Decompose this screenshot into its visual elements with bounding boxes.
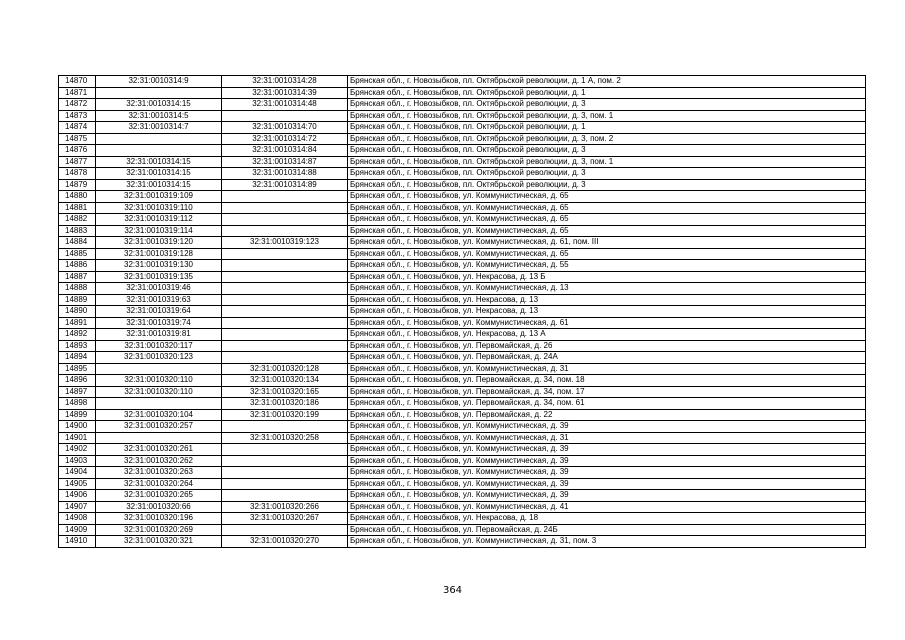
row-number-cell: 14904 bbox=[59, 467, 96, 479]
object-cadastral-number-cell: 32:31:0010320:266 bbox=[222, 501, 348, 513]
object-cadastral-number-cell: 32:31:0010314:39 bbox=[222, 87, 348, 99]
row-number-cell: 14909 bbox=[59, 524, 96, 536]
row-number-cell: 14875 bbox=[59, 133, 96, 145]
address-cell: Брянская обл., г. Новозыбков, ул. Коммунистическая, д. 39 bbox=[348, 421, 866, 433]
row-number-cell: 14908 bbox=[59, 513, 96, 525]
page-number: 364 bbox=[442, 585, 463, 596]
object-cadastral-number-cell bbox=[222, 271, 348, 283]
address-cell: Брянская обл., г. Новозыбков, пл. Октябрьской революции, д. 1 bbox=[348, 87, 866, 99]
object-cadastral-number-cell bbox=[222, 110, 348, 122]
land-plot-cadastral-number-cell bbox=[96, 432, 222, 444]
row-number-cell: 14878 bbox=[59, 168, 96, 180]
object-cadastral-number-cell bbox=[222, 317, 348, 329]
object-cadastral-number-cell: 32:31:0010314:84 bbox=[222, 145, 348, 157]
row-number-cell: 14900 bbox=[59, 421, 96, 433]
row-number-cell: 14876 bbox=[59, 145, 96, 157]
land-plot-cadastral-number-cell: 32:31:0010320:321 bbox=[96, 536, 222, 548]
address-cell: Брянская обл., г. Новозыбков, ул. Коммунистическая, д. 41 bbox=[348, 501, 866, 513]
land-plot-cadastral-number-cell bbox=[96, 87, 222, 99]
land-plot-cadastral-number-cell: 32:31:0010314:15 bbox=[96, 168, 222, 180]
table-body bbox=[59, 76, 866, 548]
table-row bbox=[59, 455, 866, 467]
address-cell: Брянская обл., г. Новозыбков, пл. Октябрьской революции, д. 3 bbox=[348, 179, 866, 191]
land-plot-cadastral-number-cell: 32:31:0010319:130 bbox=[96, 260, 222, 272]
object-cadastral-number-cell: 32:31:0010320:134 bbox=[222, 375, 348, 387]
address-cell: Брянская обл., г. Новозыбков, ул. Первомайская, д. 24А bbox=[348, 352, 866, 364]
row-number-cell: 14903 bbox=[59, 455, 96, 467]
address-cell: Брянская обл., г. Новозыбков, ул. Первомайская, д. 34, пом. 17 bbox=[348, 386, 866, 398]
address-cell: Брянская обл., г. Новозыбков, пл. Октябрьской революции, д. 3 bbox=[348, 99, 866, 111]
land-plot-cadastral-number-cell: 32:31:0010314:15 bbox=[96, 179, 222, 191]
row-number-cell: 14887 bbox=[59, 271, 96, 283]
land-plot-cadastral-number-cell: 32:31:0010319:128 bbox=[96, 248, 222, 260]
row-number-cell: 14871 bbox=[59, 87, 96, 99]
object-cadastral-number-cell: 32:31:0010320:258 bbox=[222, 432, 348, 444]
address-cell: Брянская обл., г. Новозыбков, ул. Коммунистическая, д. 65 bbox=[348, 225, 866, 237]
table-row bbox=[59, 352, 866, 364]
cadastral-records-table bbox=[58, 75, 866, 548]
row-number-cell: 14888 bbox=[59, 283, 96, 295]
row-number-cell: 14884 bbox=[59, 237, 96, 249]
object-cadastral-number-cell bbox=[222, 294, 348, 306]
land-plot-cadastral-number-cell: 32:31:0010320:257 bbox=[96, 421, 222, 433]
table-row bbox=[59, 467, 866, 479]
object-cadastral-number-cell bbox=[222, 329, 348, 341]
row-number-cell: 14894 bbox=[59, 352, 96, 364]
address-cell: Брянская обл., г. Новозыбков, ул. Коммунистическая, д. 39 bbox=[348, 467, 866, 479]
address-cell: Брянская обл., г. Новозыбков, ул. Некрасова, д. 18 bbox=[348, 513, 866, 525]
row-number-cell: 14895 bbox=[59, 363, 96, 375]
land-plot-cadastral-number-cell: 32:31:0010319:114 bbox=[96, 225, 222, 237]
row-number-cell: 14873 bbox=[59, 110, 96, 122]
address-cell: Брянская обл., г. Новозыбков, ул. Некрасова, д. 13 bbox=[348, 306, 866, 318]
land-plot-cadastral-number-cell: 32:31:0010320:110 bbox=[96, 386, 222, 398]
object-cadastral-number-cell bbox=[222, 524, 348, 536]
row-number-cell: 14906 bbox=[59, 490, 96, 502]
address-cell: Брянская обл., г. Новозыбков, пл. Октябрьской революции, д. 3 bbox=[348, 168, 866, 180]
table-row bbox=[59, 421, 866, 433]
address-cell: Брянская обл., г. Новозыбков, ул. Коммунистическая, д. 31, пом. 3 bbox=[348, 536, 866, 548]
table-row bbox=[59, 340, 866, 352]
object-cadastral-number-cell: 32:31:0010314:28 bbox=[222, 76, 348, 88]
object-cadastral-number-cell: 32:31:0010314:88 bbox=[222, 168, 348, 180]
land-plot-cadastral-number-cell: 32:31:0010320:123 bbox=[96, 352, 222, 364]
object-cadastral-number-cell bbox=[222, 340, 348, 352]
address-cell: Брянская обл., г. Новозыбков, ул. Первомайская, д. 26 bbox=[348, 340, 866, 352]
table-row bbox=[59, 283, 866, 295]
object-cadastral-number-cell bbox=[222, 421, 348, 433]
land-plot-cadastral-number-cell bbox=[96, 133, 222, 145]
address-cell: Брянская обл., г. Новозыбков, ул. Коммунистическая, д. 39 bbox=[348, 455, 866, 467]
object-cadastral-number-cell bbox=[222, 260, 348, 272]
object-cadastral-number-cell bbox=[222, 191, 348, 203]
row-number-cell: 14910 bbox=[59, 536, 96, 548]
table-row bbox=[59, 306, 866, 318]
table-row bbox=[59, 271, 866, 283]
land-plot-cadastral-number-cell: 32:31:0010320:110 bbox=[96, 375, 222, 387]
object-cadastral-number-cell: 32:31:0010320:199 bbox=[222, 409, 348, 421]
table-row bbox=[59, 214, 866, 226]
address-cell: Брянская обл., г. Новозыбков, пл. Октябрьской революции, д. 3 bbox=[348, 145, 866, 157]
address-cell: Брянская обл., г. Новозыбков, ул. Коммунистическая, д. 65 bbox=[348, 248, 866, 260]
land-plot-cadastral-number-cell: 32:31:0010320:66 bbox=[96, 501, 222, 513]
land-plot-cadastral-number-cell: 32:31:0010320:265 bbox=[96, 490, 222, 502]
object-cadastral-number-cell: 32:31:0010320:270 bbox=[222, 536, 348, 548]
land-plot-cadastral-number-cell: 32:31:0010319:112 bbox=[96, 214, 222, 226]
object-cadastral-number-cell: 32:31:0010320:165 bbox=[222, 386, 348, 398]
table-row bbox=[59, 294, 866, 306]
address-cell: Брянская обл., г. Новозыбков, ул. Первомайская, д. 24Б bbox=[348, 524, 866, 536]
object-cadastral-number-cell: 32:31:0010314:72 bbox=[222, 133, 348, 145]
row-number-cell: 14883 bbox=[59, 225, 96, 237]
row-number-cell: 14885 bbox=[59, 248, 96, 260]
land-plot-cadastral-number-cell bbox=[96, 363, 222, 375]
land-plot-cadastral-number-cell: 32:31:0010314:7 bbox=[96, 122, 222, 134]
land-plot-cadastral-number-cell bbox=[96, 145, 222, 157]
table-row bbox=[59, 99, 866, 111]
row-number-cell: 14872 bbox=[59, 99, 96, 111]
address-cell: Брянская обл., г. Новозыбков, пл. Октябрьской революции, д. 3, пом. 2 bbox=[348, 133, 866, 145]
table-row bbox=[59, 490, 866, 502]
row-number-cell: 14907 bbox=[59, 501, 96, 513]
land-plot-cadastral-number-cell: 32:31:0010319:74 bbox=[96, 317, 222, 329]
row-number-cell: 14880 bbox=[59, 191, 96, 203]
land-plot-cadastral-number-cell: 32:31:0010319:64 bbox=[96, 306, 222, 318]
table-row bbox=[59, 444, 866, 456]
address-cell: Брянская обл., г. Новозыбков, ул. Коммунистическая, д. 39 bbox=[348, 490, 866, 502]
table-row bbox=[59, 260, 866, 272]
table-row bbox=[59, 386, 866, 398]
table-row bbox=[59, 478, 866, 490]
row-number-cell: 14893 bbox=[59, 340, 96, 352]
land-plot-cadastral-number-cell: 32:31:0010314:15 bbox=[96, 99, 222, 111]
table-row bbox=[59, 87, 866, 99]
land-plot-cadastral-number-cell: 32:31:0010319:109 bbox=[96, 191, 222, 203]
address-cell: Брянская обл., г. Новозыбков, пл. Октябрьской революции, д. 3, пом. 1 bbox=[348, 110, 866, 122]
land-plot-cadastral-number-cell: 32:31:0010320:263 bbox=[96, 467, 222, 479]
object-cadastral-number-cell bbox=[222, 478, 348, 490]
land-plot-cadastral-number-cell: 32:31:0010320:104 bbox=[96, 409, 222, 421]
address-cell: Брянская обл., г. Новозыбков, ул. Некрасова, д. 13 bbox=[348, 294, 866, 306]
object-cadastral-number-cell: 32:31:0010314:48 bbox=[222, 99, 348, 111]
address-cell: Брянская обл., г. Новозыбков, ул. Некрасова, д. 13 А bbox=[348, 329, 866, 341]
address-cell: Брянская обл., г. Новозыбков, ул. Коммунистическая, д. 13 bbox=[348, 283, 866, 295]
object-cadastral-number-cell: 32:31:0010319:123 bbox=[222, 237, 348, 249]
land-plot-cadastral-number-cell: 32:31:0010320:264 bbox=[96, 478, 222, 490]
table-row bbox=[59, 513, 866, 525]
row-number-cell: 14882 bbox=[59, 214, 96, 226]
row-number-cell: 14896 bbox=[59, 375, 96, 387]
object-cadastral-number-cell bbox=[222, 225, 348, 237]
table-row bbox=[59, 317, 866, 329]
table-row bbox=[59, 248, 866, 260]
row-number-cell: 14889 bbox=[59, 294, 96, 306]
row-number-cell: 14877 bbox=[59, 156, 96, 168]
row-number-cell: 14870 bbox=[59, 76, 96, 88]
land-plot-cadastral-number-cell: 32:31:0010314:5 bbox=[96, 110, 222, 122]
row-number-cell: 14898 bbox=[59, 398, 96, 410]
land-plot-cadastral-number-cell: 32:31:0010319:120 bbox=[96, 237, 222, 249]
address-cell: Брянская обл., г. Новозыбков, ул. Некрасова, д. 13 Б bbox=[348, 271, 866, 283]
table-row bbox=[59, 179, 866, 191]
land-plot-cadastral-number-cell: 32:31:0010314:9 bbox=[96, 76, 222, 88]
land-plot-cadastral-number-cell: 32:31:0010320:261 bbox=[96, 444, 222, 456]
table-row bbox=[59, 168, 866, 180]
table-row bbox=[59, 375, 866, 387]
object-cadastral-number-cell bbox=[222, 283, 348, 295]
object-cadastral-number-cell bbox=[222, 248, 348, 260]
object-cadastral-number-cell bbox=[222, 306, 348, 318]
land-plot-cadastral-number-cell: 32:31:0010320:196 bbox=[96, 513, 222, 525]
table-row bbox=[59, 524, 866, 536]
land-plot-cadastral-number-cell: 32:31:0010314:15 bbox=[96, 156, 222, 168]
object-cadastral-number-cell bbox=[222, 352, 348, 364]
table-row bbox=[59, 202, 866, 214]
land-plot-cadastral-number-cell: 32:31:0010320:117 bbox=[96, 340, 222, 352]
table-row bbox=[59, 398, 866, 410]
object-cadastral-number-cell: 32:31:0010320:267 bbox=[222, 513, 348, 525]
table-row bbox=[59, 156, 866, 168]
row-number-cell: 14897 bbox=[59, 386, 96, 398]
table-row bbox=[59, 225, 866, 237]
object-cadastral-number-cell bbox=[222, 444, 348, 456]
address-cell: Брянская обл., г. Новозыбков, ул. Коммунистическая, д. 31 bbox=[348, 432, 866, 444]
land-plot-cadastral-number-cell bbox=[96, 398, 222, 410]
land-plot-cadastral-number-cell: 32:31:0010319:46 bbox=[96, 283, 222, 295]
address-cell: Брянская обл., г. Новозыбков, ул. Коммунистическая, д. 65 bbox=[348, 214, 866, 226]
address-cell: Брянская обл., г. Новозыбков, ул. Первомайская, д. 34, пом. 18 bbox=[348, 375, 866, 387]
land-plot-cadastral-number-cell: 32:31:0010320:262 bbox=[96, 455, 222, 467]
address-cell: Брянская обл., г. Новозыбков, ул. Коммунистическая, д. 61, пом. III bbox=[348, 237, 866, 249]
object-cadastral-number-cell bbox=[222, 455, 348, 467]
table-row bbox=[59, 409, 866, 421]
address-cell: Брянская обл., г. Новозыбков, ул. Первомайская, д. 34, пом. 61 bbox=[348, 398, 866, 410]
row-number-cell: 14902 bbox=[59, 444, 96, 456]
table-row bbox=[59, 536, 866, 548]
table-row bbox=[59, 133, 866, 145]
address-cell: Брянская обл., г. Новозыбков, ул. Коммунистическая, д. 65 bbox=[348, 191, 866, 203]
address-cell: Брянская обл., г. Новозыбков, пл. Октябрьской революции, д. 1 А, пом. 2 bbox=[348, 76, 866, 88]
table-row bbox=[59, 110, 866, 122]
land-plot-cadastral-number-cell: 32:31:0010320:269 bbox=[96, 524, 222, 536]
land-plot-cadastral-number-cell: 32:31:0010319:110 bbox=[96, 202, 222, 214]
object-cadastral-number-cell bbox=[222, 214, 348, 226]
row-number-cell: 14901 bbox=[59, 432, 96, 444]
row-number-cell: 14899 bbox=[59, 409, 96, 421]
table-row bbox=[59, 432, 866, 444]
address-cell: Брянская обл., г. Новозыбков, ул. Коммунистическая, д. 39 bbox=[348, 478, 866, 490]
address-cell: Брянская обл., г. Новозыбков, ул. Первомайская, д. 22 bbox=[348, 409, 866, 421]
table-row bbox=[59, 363, 866, 375]
table-row bbox=[59, 76, 866, 88]
table-row bbox=[59, 237, 866, 249]
row-number-cell: 14890 bbox=[59, 306, 96, 318]
object-cadastral-number-cell: 32:31:0010314:89 bbox=[222, 179, 348, 191]
row-number-cell: 14905 bbox=[59, 478, 96, 490]
object-cadastral-number-cell: 32:31:0010320:128 bbox=[222, 363, 348, 375]
address-cell: Брянская обл., г. Новозыбков, пл. Октябрьской революции, д. 1 bbox=[348, 122, 866, 134]
land-plot-cadastral-number-cell: 32:31:0010319:63 bbox=[96, 294, 222, 306]
object-cadastral-number-cell bbox=[222, 202, 348, 214]
table-row bbox=[59, 122, 866, 134]
object-cadastral-number-cell: 32:31:0010314:87 bbox=[222, 156, 348, 168]
row-number-cell: 14881 bbox=[59, 202, 96, 214]
row-number-cell: 14892 bbox=[59, 329, 96, 341]
object-cadastral-number-cell: 32:31:0010314:70 bbox=[222, 122, 348, 134]
address-cell: Брянская обл., г. Новозыбков, ул. Коммунистическая, д. 55 bbox=[348, 260, 866, 272]
address-cell: Брянская обл., г. Новозыбков, ул. Коммунистическая, д. 61 bbox=[348, 317, 866, 329]
object-cadastral-number-cell: 32:31:0010320:186 bbox=[222, 398, 348, 410]
address-cell: Брянская обл., г. Новозыбков, ул. Коммунистическая, д. 39 bbox=[348, 444, 866, 456]
row-number-cell: 14891 bbox=[59, 317, 96, 329]
address-cell: Брянская обл., г. Новозыбков, ул. Коммунистическая, д. 65 bbox=[348, 202, 866, 214]
object-cadastral-number-cell bbox=[222, 467, 348, 479]
land-plot-cadastral-number-cell: 32:31:0010319:135 bbox=[96, 271, 222, 283]
table-row bbox=[59, 191, 866, 203]
row-number-cell: 14886 bbox=[59, 260, 96, 272]
address-cell: Брянская обл., г. Новозыбков, ул. Коммунистическая, д. 31 bbox=[348, 363, 866, 375]
row-number-cell: 14879 bbox=[59, 179, 96, 191]
land-plot-cadastral-number-cell: 32:31:0010319:81 bbox=[96, 329, 222, 341]
table-row bbox=[59, 145, 866, 157]
row-number-cell: 14874 bbox=[59, 122, 96, 134]
table-row bbox=[59, 329, 866, 341]
table-row bbox=[59, 501, 866, 513]
object-cadastral-number-cell bbox=[222, 490, 348, 502]
address-cell: Брянская обл., г. Новозыбков, пл. Октябрьской революции, д. 3, пом. 1 bbox=[348, 156, 866, 168]
